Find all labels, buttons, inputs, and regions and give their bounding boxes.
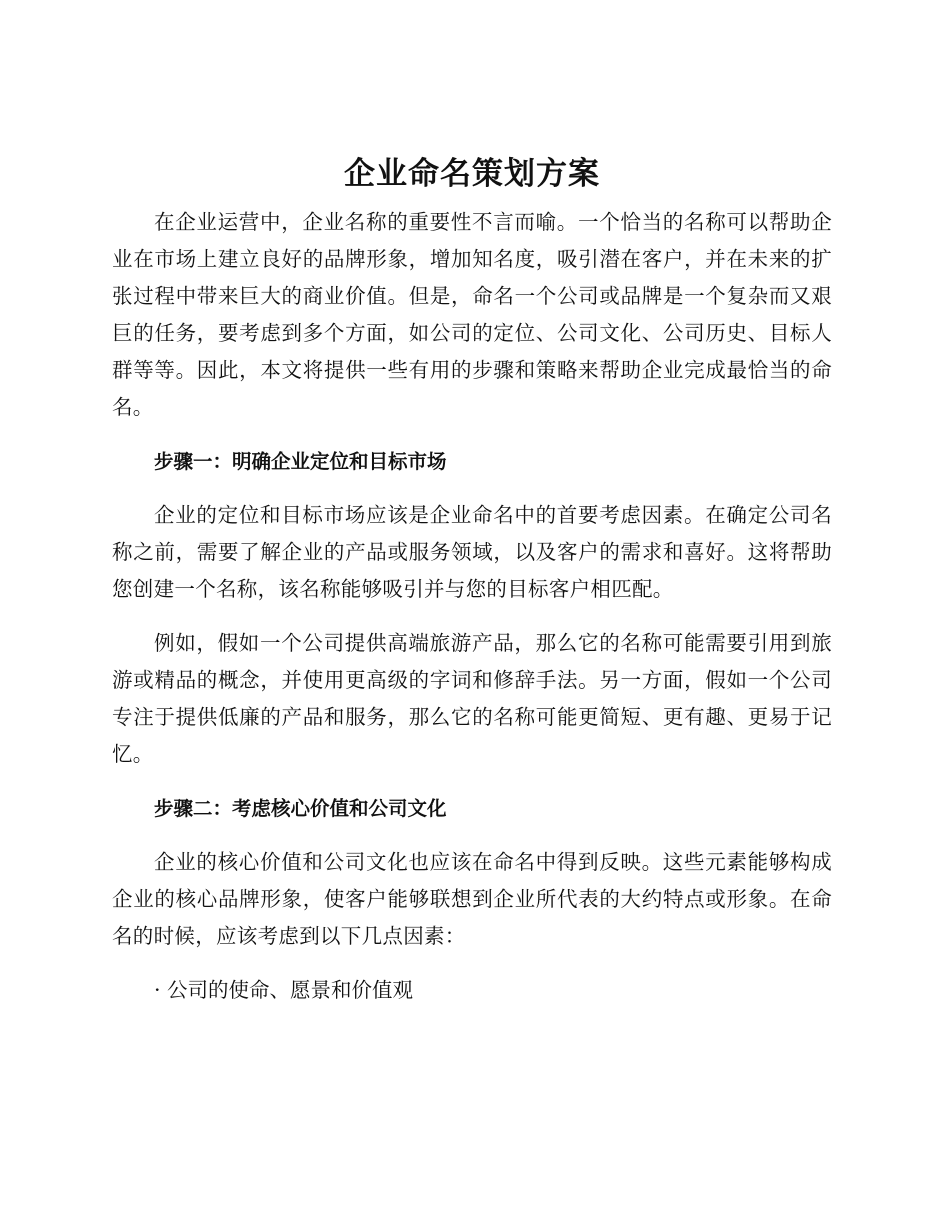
step1-paragraph-2: 例如，假如一个公司提供高端旅游产品，那么它的名称可能需要引用到旅游或精品的概念，并使用更高级的字词和修辞手法。另一方面，假如一个公司专注于提供低廉的产品和服务，那么它的名称可能更简短、更有趣、更易于记忆。 — [112, 631, 832, 766]
document-title: 企业命名策划方案 — [344, 156, 600, 192]
step2-heading: 步骤二：考虑核心价值和公司文化 — [154, 797, 447, 820]
intro-paragraph: 在企业运营中，企业名称的重要性不言而喻。一个恰当的名称可以帮助企业在市场上建立良好的品牌形象，增加知名度，吸引潜在客户，并在未来的扩张过程中带来巨大的商业价值。但是，命名一个公司或品牌是一个复杂而又艰巨的任务，要考虑到多个方面，如公司的定位、公司文化、公司历史、目标人群等等。因此，本文将提供一些有用的步骤和策略来帮助企业完成最恰当的命名。 — [112, 210, 832, 419]
step1-heading: 步骤一：明确企业定位和目标市场 — [154, 450, 447, 473]
step2-bullet-item: · 公司的使命、愿景和价值观 — [154, 978, 414, 1002]
step1-paragraph-1: 企业的定位和目标市场应该是企业命名中的首要考虑因素。在确定公司名称之前，需要了解企业的产品或服务领域，以及客户的需求和喜好。这将帮助您创建一个名称，该名称能够吸引并与您的目标客户相匹配。 — [112, 503, 832, 601]
step2-paragraph-1: 企业的核心价值和公司文化也应该在命名中得到反映。这些元素能够构成企业的核心品牌形象，使客户能够联想到企业所代表的大约特点或形象。在命名的时候，应该考虑到以下几点因素： — [112, 850, 832, 948]
document-page — [112, 148, 832, 1009]
